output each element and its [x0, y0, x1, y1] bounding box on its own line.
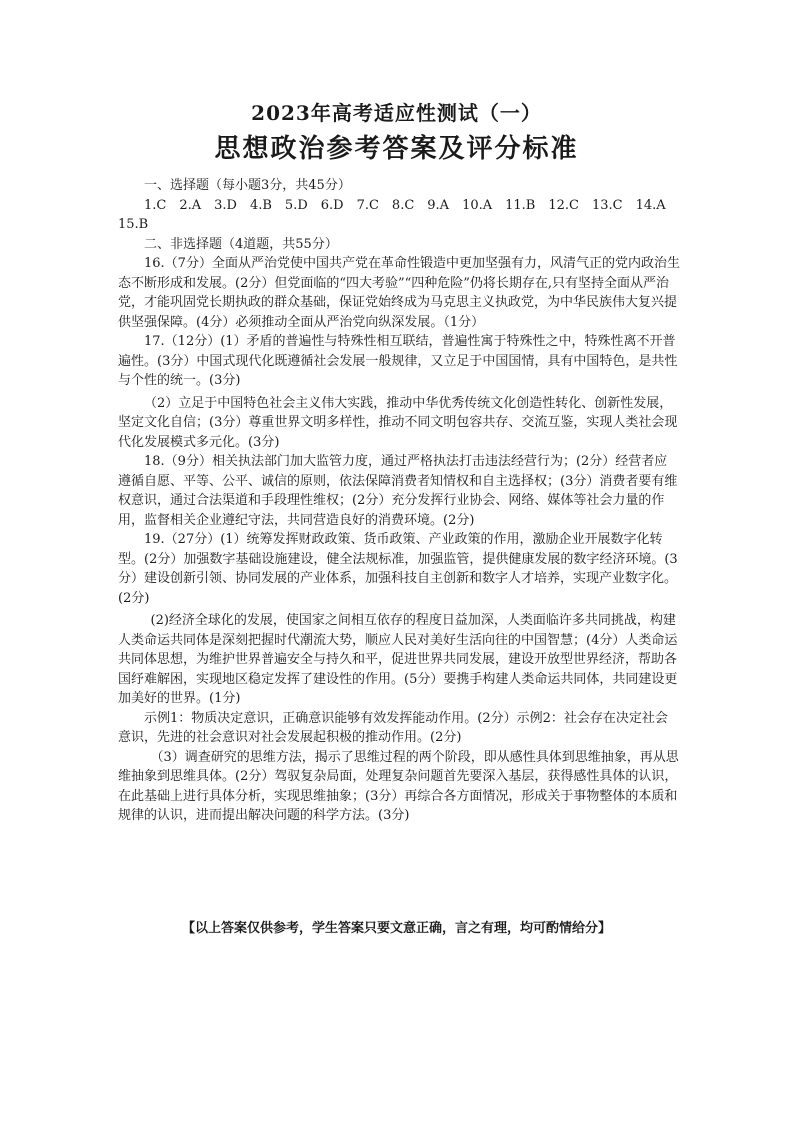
- exam-title: 2023年高考适应性测试（一）: [251, 101, 542, 125]
- grading-note: 【以上答案仅供参考，学生答案只要文意正确，言之有理，均可酌情给分】: [181, 921, 611, 936]
- answer-18: 18.（9分）相关执法部门加大监管力度，通过严格执法打击违法经营行为；(2分）经营者应遵循自愿、平等、公平、诚信的原则，依法保障消费者知情权和自主选择权；(3分）消费者要有维权意识，通过合法渠道和手段理性维权；(2分）充分发挥行业协会、网络、媒体等社会力量的作用，监督相关企业遵纪守法，共同营造良好的消费环境。(2分): [118, 454, 678, 528]
- document-title: 思想政治参考答案及评分标准: [214, 134, 579, 164]
- answer-17-part-1: 17.（12分）(1）矛盾的普遍性与特殊性相互联结，普遍性寓于特殊性之中，特殊性离不开普遍性。(3分）中国式现代化既遵循社会发展一般规律，又立足于中国国情，具有中国特色，是共性与个性的统一。(3分): [118, 334, 678, 388]
- section-1-heading: 一、选择题（每小题3分，共45分）: [144, 178, 351, 193]
- answer-19-examples: 示例1：物质决定意识，正确意识能够有效发挥能动作用。(2分）示例2：社会存在决定社会意识，先进的社会意识对社会发展起积极的推动作用。(2分): [118, 710, 668, 745]
- answer-19-part-2: (2)经济全球化的发展，使国家之间相互依存的程度日益加深，人类面临许多共同挑战，构建人类命运共同体是深刻把握时代潮流大势，顺应人民对美好生活向往的中国智慧；(4分）人类命运共同体思想，为维护世界普遍安全与持久和平，促进世界共同发展，建设开放型世界经济，帮助各国纾难解困，实现地区稳定发挥了建设性的作用。(5分）要携手构建人类命运共同体，共同建设更加美好的世界。(1分): [118, 613, 678, 706]
- answer-19-part-1: 19.（27分）(1）统筹发挥财政政策、货币政策、产业政策的作用，激励企业开展数字化转型。(2分）加强数字基础设施建设，健全法规标准，加强监管，提供健康发展的数字经济环境。(3分）建设创新引领、协同发展的产业体系，加强科技自主创新和数字人才培养，实现产业数字化。(2分): [118, 532, 678, 606]
- answer-16: 16.（7分）全面从严治党使中国共产党在革命性锻造中更加坚强有力，风清气正的党内政治生态不断形成和发展。(2分）但党面临的“四大考验”“四种危险”仍将长期存在,只有坚持全面从严治党，才能巩固党长期执政的群众基础，保证党始终成为马克思主义执政党，为中华民族伟大复兴提供坚强保障。(4分）必须推动全面从严治党向纵深发展。（1分）: [118, 256, 680, 330]
- multiple-choice-answers: 1.C 2.A 3.D 4.B 5.D 6.D 7.C 8.C 9.A 10.A 11.B 12.C 13.C 14.A 15.B: [118, 197, 679, 232]
- answer-19-part-3: （3）调查研究的思维方法，揭示了思维过程的两个阶段，即从感性具体到思维抽象，再从思维抽象到思维具体。(2分）驾驭复杂局面，处理复杂问题首先要深入基层，获得感性具体的认识，在此基础上进行具体分析，实现思维抽象；(3分）再综合各方面情况，形成关于事物整体的本质和规律的认识，进而提出解决问题的科学方法。(3分): [118, 749, 679, 823]
- document-body: [118, 176, 680, 826]
- answer-17-part-2: （2）立足于中国特色社会主义伟大实践，推动中华优秀传统文化创造性转化、创新性发展，坚定文化自信；(3分）尊重世界文明多样性，推动不同文明包容共存、交流互鉴，实现人类社会现代化发展模式多元化。(3分): [118, 395, 678, 450]
- section-2-heading: 二、非选择题（4道题，共55分）: [144, 236, 338, 252]
